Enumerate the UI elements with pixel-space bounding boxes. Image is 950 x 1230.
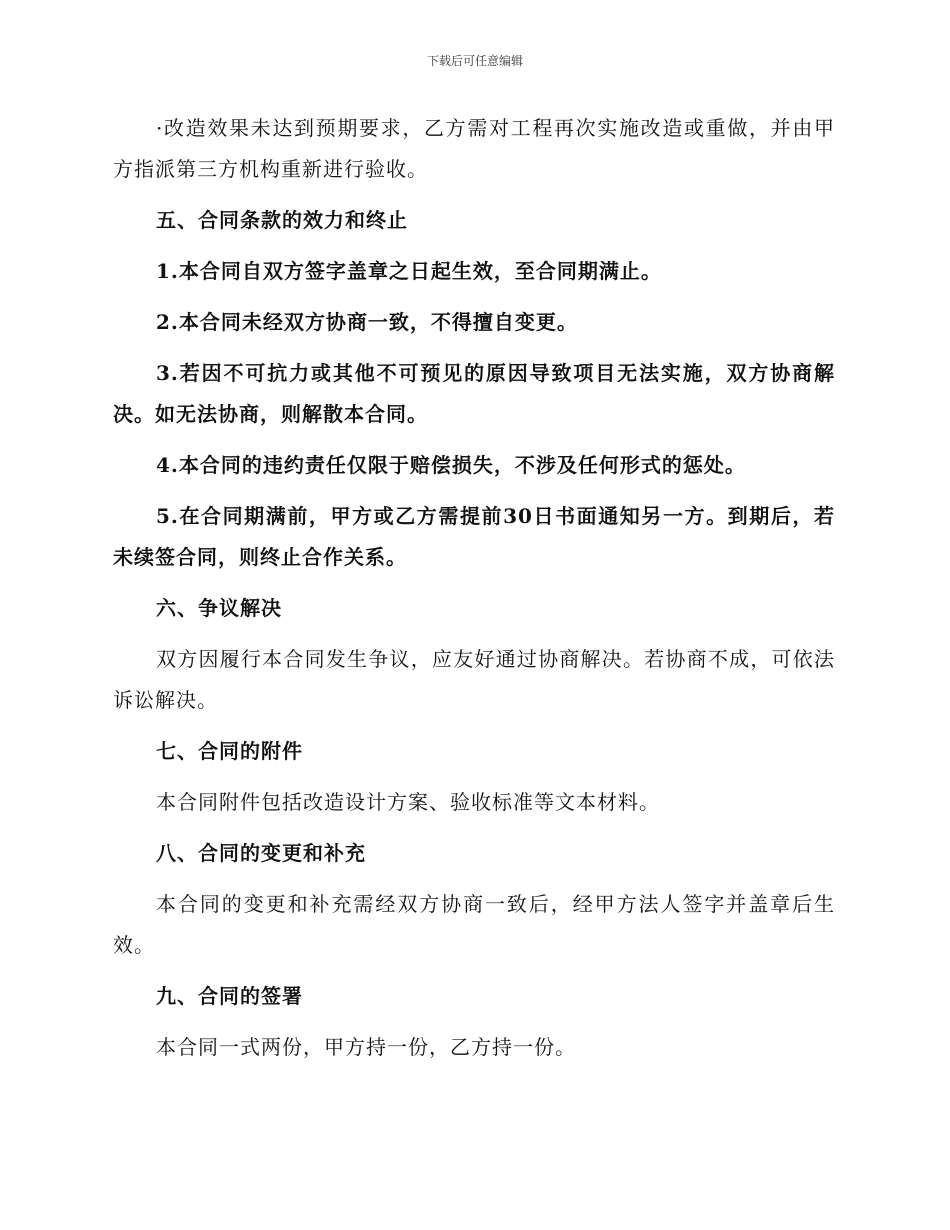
document-body	[113, 108, 835, 1068]
clause-no-unilateral-change: 2.本合同未经双方协商一致，不得擅自变更。	[156, 310, 578, 334]
section-heading-attachments: 七、合同的附件	[156, 739, 303, 763]
paragraph-signing: 本合同一式两份，甲方持一份，乙方持一份。	[156, 1035, 576, 1059]
page-header: 下载后可任意编辑	[426, 54, 523, 68]
section-heading-dispute-resolution: 六、争议解决	[156, 596, 282, 620]
paragraph-attachments: 本合同附件包括改造设计方案、验收标准等文本材料。	[156, 790, 660, 814]
section-heading-signing: 九、合同的签署	[156, 984, 303, 1008]
clause-notice-period: 5.在合同期满前，甲方或乙方需提前30日书面通知另一方。到期后，若未续签合同，则终止合作关系。	[113, 504, 835, 569]
clause-force-majeure: 3.若因不可抗力或其他不可预见的原因导致项目无法实施，双方协商解决。如无法协商，则解散本合同。	[113, 361, 835, 426]
clause-liability-limit: 4.本合同的违约责任仅限于赔偿损失，不涉及任何形式的惩处。	[156, 453, 746, 477]
clause-effective-date: 1.本合同自双方签字盖章之日起生效，至合同期满止。	[156, 259, 662, 283]
section-heading-amendments: 八、合同的变更和补充	[156, 841, 366, 865]
paragraph-acceptance-rework: ·改造效果未达到预期要求，乙方需对工程再次实施改造或重做，并由甲方指派第三方机构重新进行验收。	[113, 116, 835, 181]
paragraph-dispute-resolution: 双方因履行本合同发生争议，应友好通过协商解决。若协商不成，可依法诉讼解决。	[113, 647, 835, 712]
paragraph-amendments: 本合同的变更和补充需经双方协商一致后，经甲方法人签字并盖章后生效。	[113, 892, 835, 957]
section-heading-validity-termination: 五、合同条款的效力和终止	[156, 208, 408, 232]
